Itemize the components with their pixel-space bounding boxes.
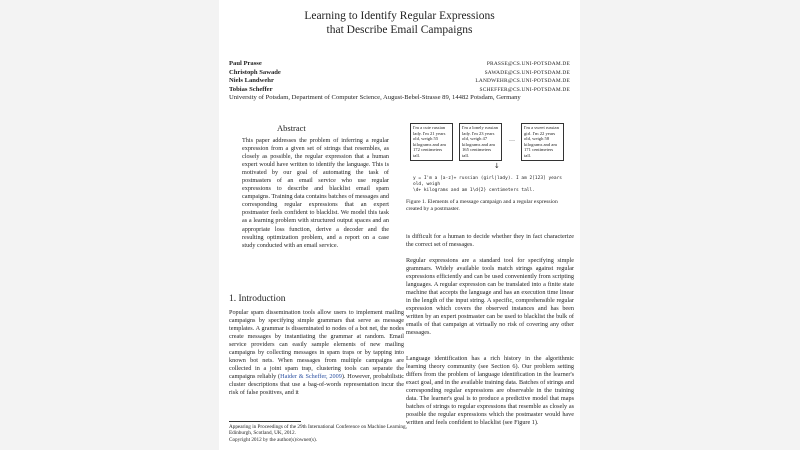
intro-text: Popular spam dissemination tools allow users to implement mailing campaigns by specifying simple grammars that serve as message templates. A grammar is disseminated to nodes of a bot net, the nodes create messages by instantiating the grammar at random. Email service providers can easily sample elements of new mailing campaigns by collecting messages in spam traps or by tapping into known bot nets. When messages from multiple campaigns are collected in a joint spam trap, clustering tools can separate the campaigns reliably ( bbox=[229, 309, 404, 381]
title-line-1: Learning to Identify Regular Expressions bbox=[304, 10, 495, 22]
author-name: Tobias Scheffer bbox=[229, 86, 273, 93]
abstract-heading: Abstract bbox=[277, 123, 306, 133]
paper-title bbox=[219, 9, 580, 37]
author-name: Paul Prasse bbox=[229, 60, 262, 67]
title-line-2: that Describe Email Campaigns bbox=[326, 24, 473, 36]
footnote bbox=[229, 424, 409, 443]
section-heading: 1. Introduction bbox=[229, 294, 286, 304]
affiliation: University of Potsdam, Department of Computer Science, August-Bebel-Strasse 89, 14482 Potsdam, Germany bbox=[229, 94, 521, 101]
paper-page bbox=[219, 0, 580, 450]
footnote-line: Appearing in Proceedings of the 29th International Conference on Machine Learning, Edinburgh, Scotland, UK, 2012. bbox=[229, 424, 407, 437]
intro-text-continued: ). However, probabilistic cluster descriptions that use a bag-of-words representation incur the risk of false positives, and it bbox=[229, 373, 405, 397]
right-paragraph: Regular expressions are a standard tool for specifying simple grammars. Widely available tools match strings against regular expressions efficiently and can be used conveniently from scripting languages. A regular expression can be translated into a finite state machine that accepts the language and has an execution time linear in the length of the input string. A specific, comprehensible regular expression which covers the observed instances and has been written by an expert postmaster can be used to blacklist the bulk of emails of that campaign at virtually no risk of covering any other messages. bbox=[406, 257, 574, 337]
footnote-line: Copyright 2012 by the author(s)/owner(s). bbox=[229, 436, 318, 443]
figure-regex bbox=[413, 176, 573, 194]
author-email: SAWADE@CS.UNI-POTSDAM.DE bbox=[484, 70, 570, 76]
author-email: PRASSE@CS.UNI-POTSDAM.DE bbox=[486, 61, 570, 67]
citation-link[interactable]: Haider & Scheffer, 2009 bbox=[280, 373, 342, 381]
regex-line: \d+ kilograms and am 1\d{2} centimeters tall. bbox=[413, 188, 535, 193]
figure-caption: Figure 1. Elements of a message campaign and a regular expression created by a postmaster. bbox=[406, 199, 558, 212]
intro-paragraph bbox=[229, 309, 404, 398]
abstract-text: This paper addresses the problem of inferring a regular expression from a given set of strings that resembles, as closely as possible, the regular expression that a human expert would have written to identify the language. This is motivated by our goal of automating the task of postmasters of an email service who use regular expressions to describe and blacklist email spam campaigns. Training data contains batches of messages and corresponding regular expressions that an expert postmaster feels confident to blacklist. We model this task as a learning problem with structured output spaces and an appropriate loss function, derive a decoder and the resulting optimization problem, and a report on a case study conducted with an email service. bbox=[242, 137, 389, 249]
author-email: SCHEFFER@CS.UNI-POTSDAM.DE bbox=[479, 87, 570, 93]
down-arrow-icon: ↓ bbox=[494, 162, 500, 170]
footnote-rule bbox=[229, 421, 301, 422]
author-name: Christoph Sawade bbox=[229, 69, 281, 76]
figure-message-box: I'm a cute russian lady. I'm 21 years old, weigh 55 kilograms and am 172 centimeters tall. bbox=[410, 123, 453, 161]
regex-line: y = I'm a [a-z]+ russian (girl|lady). I am 2[123] years old, weigh bbox=[413, 176, 563, 187]
author-email: LANDWEHR@CS.UNI-POTSDAM.DE bbox=[475, 78, 570, 84]
figure-ellipsis: … bbox=[509, 137, 515, 143]
author-name: Niels Landwehr bbox=[229, 77, 274, 84]
right-paragraph: is difficult for a human to decide whether they in fact characterize the correct set of messages. bbox=[406, 233, 574, 249]
figure-message-box: I'm a lonely russian lady. I'm 23 years old, weigh 47 kilograms and am 165 centimeters tall. bbox=[459, 123, 502, 161]
figure-message-box: I'm a sweet russian girl. I'm 22 years old, weigh 58 kilograms and am 171 centimeters tall. bbox=[521, 123, 564, 161]
right-paragraph: Language identification has a rich history in the algorithmic learning theory community (see Section 6). Our problem setting differs from the problem of language identification in the learner's exact goal, and in the available training data. Batches of strings and corresponding regular expressions are observable in the training data. The learner's goal is to produce a predictive model that maps batches of strings to regular expressions that resemble as closely as possible the regular expressions which the postmaster would have written and feels confident to blacklist (see Figure 1). bbox=[406, 355, 574, 427]
